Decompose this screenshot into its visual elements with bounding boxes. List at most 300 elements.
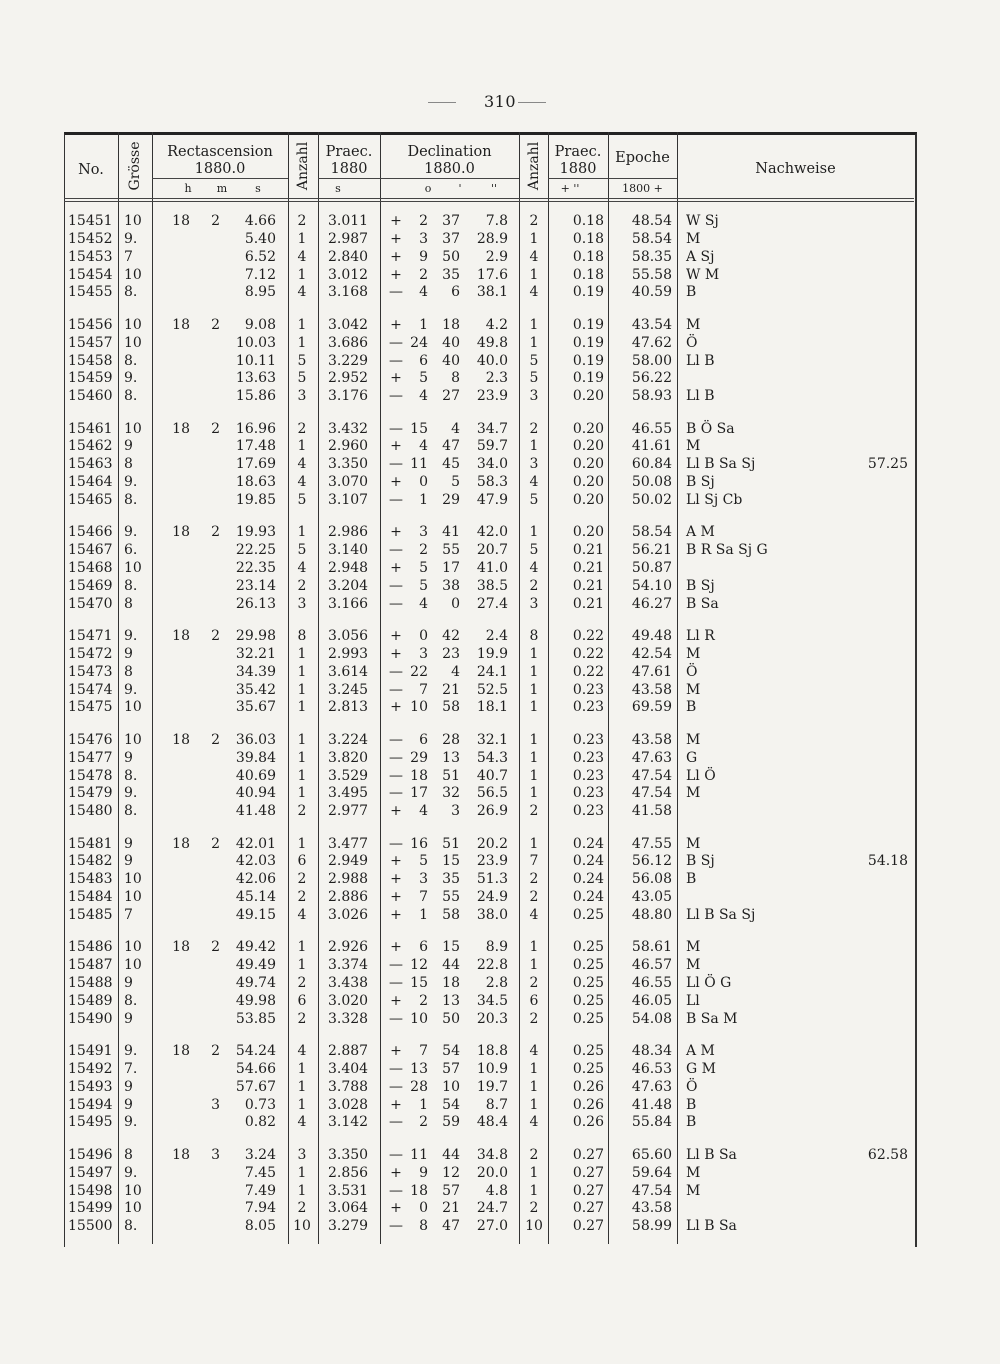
- nachweise-cell: M: [686, 835, 701, 852]
- anzahl-dec-cell: 1: [529, 1182, 539, 1199]
- nachweise-cell: Ll B Sa: [686, 1218, 737, 1235]
- header-dec-unit-sec: '': [490, 182, 498, 195]
- dec-minutes-cell: 50: [442, 1010, 460, 1027]
- no-cell: 15459: [68, 370, 113, 387]
- anzahl-dec-cell: 1: [529, 334, 539, 351]
- praec-unit-rule: [318, 178, 380, 179]
- no-cell: 15475: [68, 699, 113, 716]
- dec-seconds-cell: 41.0: [476, 560, 508, 576]
- table-row: [0, 1042, 1000, 1060]
- dec-minutes-cell: 58: [442, 906, 460, 923]
- anzahl-dec-cell: 1: [529, 1164, 539, 1181]
- anzahl-cell: 2: [297, 213, 307, 229]
- dec-sign-cell: +: [390, 628, 402, 644]
- dec-degrees-cell: 2: [419, 1114, 428, 1131]
- anzahl-dec-cell: 2: [529, 889, 539, 906]
- dec-minutes-cell: 13: [442, 749, 460, 766]
- header-no: No.: [78, 162, 104, 178]
- praec-dec-cell: 0.23: [572, 749, 604, 766]
- nachweise-cell: B Ö Sa: [686, 420, 735, 437]
- dec-degrees-cell: 10: [410, 1010, 428, 1027]
- anzahl-dec-cell: 3: [529, 456, 539, 473]
- table-row: [0, 645, 1000, 663]
- dec-degrees-cell: 2: [419, 542, 428, 559]
- anzahl-dec-cell: 2: [529, 975, 539, 991]
- dec-minutes-cell: 51: [442, 835, 460, 852]
- anzahl-dec-cell: 7: [529, 853, 539, 870]
- no-cell: 15487: [68, 957, 113, 974]
- dec-minutes-cell: 51: [442, 767, 460, 784]
- anzahl-cell: 1: [297, 266, 307, 283]
- epoche-cell: 41.48: [631, 1096, 672, 1113]
- header-praec-ra: Praec.: [325, 144, 373, 160]
- praec-ra-cell: 3.614: [328, 663, 369, 680]
- anzahl-cell: 1: [297, 699, 307, 716]
- ra-seconds-cell: 54.24: [235, 1043, 276, 1059]
- praec-ra-cell: 2.988: [328, 871, 369, 888]
- anzahl-dec-cell: 6: [529, 992, 539, 1009]
- dec-sign-cell: +: [390, 230, 402, 247]
- no-cell: 15483: [68, 871, 113, 888]
- praec-ra-cell: 2.949: [328, 853, 369, 870]
- dec-degrees-cell: 16: [410, 835, 428, 852]
- anzahl-cell: 1: [297, 1060, 307, 1077]
- praec-dec-cell: 0.23: [572, 785, 604, 802]
- anzahl-cell: 4: [297, 1043, 307, 1059]
- praec-dec-cell: 0.24: [572, 853, 604, 870]
- ra-seconds-cell: 40.94: [235, 785, 276, 802]
- ra-hours-cell: 18: [172, 628, 190, 644]
- dec-sign-cell: +: [390, 560, 402, 576]
- table-row: [0, 369, 1000, 387]
- anzahl-dec-cell: 1: [529, 230, 539, 247]
- ra-seconds-cell: 57.67: [235, 1078, 276, 1095]
- epoche-cell: 50.02: [631, 491, 672, 508]
- anzahl-dec-cell: 1: [529, 731, 539, 748]
- ra-seconds-cell: 53.85: [235, 1010, 276, 1027]
- praec-ra-cell: 3.350: [328, 1146, 369, 1163]
- praec-ra-cell: 3.064: [328, 1200, 369, 1217]
- ra-seconds-cell: 54.66: [235, 1060, 276, 1077]
- anzahl-dec-cell: 1: [529, 1060, 539, 1077]
- dec-sign-cell: —: [389, 1218, 403, 1235]
- nachweise-cell: Ll B Sa Sj: [686, 456, 756, 473]
- praec-dec-cell: 0.21: [572, 542, 604, 559]
- praec-dec-cell: 0.20: [572, 420, 604, 437]
- header-bottom-rule: [64, 198, 914, 199]
- praec-ra-cell: 2.948: [328, 560, 369, 576]
- dec-minutes-cell: 58: [442, 699, 460, 716]
- praec-dec-cell: 0.19: [572, 334, 604, 351]
- header-ra-unit-h: h: [184, 182, 192, 195]
- praec-dec-cell: 0.21: [572, 560, 604, 576]
- praec-ra-cell: 3.350: [328, 456, 369, 473]
- dec-sign-cell: +: [390, 1043, 402, 1059]
- nachweise-cell: A M: [686, 1043, 715, 1059]
- nachweise-cell: W Sj: [686, 213, 719, 229]
- nachweise-cell: B Sa: [686, 595, 719, 612]
- epoche-cell: 46.57: [631, 957, 672, 974]
- dec-sign-cell: —: [389, 1146, 403, 1163]
- dec-seconds-cell: 26.9: [476, 803, 508, 820]
- dec-minutes-cell: 45: [442, 456, 460, 473]
- epoche-cell: 58.35: [631, 248, 672, 265]
- dec-sign-cell: +: [390, 699, 402, 716]
- anzahl-dec-cell: 2: [529, 213, 539, 229]
- ra-seconds-cell: 49.15: [235, 906, 276, 923]
- dec-degrees-cell: 9: [419, 248, 428, 265]
- dec-minutes-cell: 5: [451, 474, 460, 491]
- anzahl-dec-cell: 1: [529, 1078, 539, 1095]
- epoche-cell: 69.59: [631, 699, 672, 716]
- groesse-cell: 10: [124, 699, 142, 716]
- nachweise-cell: M: [686, 230, 701, 247]
- nachweise-cell: B: [686, 699, 697, 716]
- table-row: [0, 541, 1000, 559]
- ra-seconds-cell: 7.94: [244, 1200, 276, 1217]
- dec-sign-cell: —: [389, 577, 403, 594]
- dec-seconds-cell: 52.5: [476, 681, 508, 698]
- table-row: [0, 767, 1000, 785]
- dec-seconds-cell: 20.0: [476, 1164, 508, 1181]
- nachweise-cell: M: [686, 316, 701, 333]
- dec-sign-cell: —: [389, 1182, 403, 1199]
- praec-ra-cell: 2.987: [328, 230, 369, 247]
- praec-ra-cell: 3.020: [328, 992, 369, 1009]
- no-cell: 15499: [68, 1200, 113, 1217]
- dec-minutes-cell: 50: [442, 248, 460, 265]
- epoche-cell: 47.55: [631, 835, 672, 852]
- dec-seconds-cell: 48.4: [476, 1114, 508, 1131]
- nachweise-cell: W M: [686, 266, 720, 283]
- table-row: [0, 888, 1000, 906]
- header-praec-ra-year: 1880: [330, 161, 368, 177]
- nachweise-cell: Ll Ö: [686, 767, 716, 784]
- dec-seconds-cell: 4.8: [485, 1182, 508, 1199]
- dec-minutes-cell: 40: [442, 334, 460, 351]
- praec-ra-cell: 3.012: [328, 266, 369, 283]
- no-cell: 15453: [68, 248, 113, 265]
- anzahl-dec-cell: 8: [529, 628, 539, 644]
- dec-sign-cell: —: [389, 595, 403, 612]
- epoche-cell: 49.48: [631, 628, 672, 644]
- dec-seconds-cell: 24.1: [476, 663, 508, 680]
- epoche-cell: 48.80: [631, 906, 672, 923]
- epoche-cell: 58.00: [631, 352, 672, 369]
- dec-minutes-cell: 4: [451, 420, 460, 437]
- no-cell: 15480: [68, 803, 113, 820]
- anzahl-cell: 4: [297, 560, 307, 576]
- ra-seconds-cell: 26.13: [235, 595, 276, 612]
- epoche-cell: 58.93: [631, 388, 672, 405]
- praec-ra-cell: 2.926: [328, 939, 369, 956]
- groesse-cell: 10: [124, 939, 142, 956]
- table-row: [0, 663, 1000, 681]
- groesse-cell: 8.: [124, 992, 138, 1009]
- extra-epoch-cell: 54.18: [867, 853, 908, 870]
- no-cell: 15471: [68, 628, 113, 644]
- anzahl-cell: 5: [297, 491, 307, 508]
- ra-minutes-cell: 2: [211, 213, 220, 229]
- anzahl-cell: 1: [297, 785, 307, 802]
- ra-seconds-cell: 36.03: [235, 731, 276, 748]
- anzahl-dec-cell: 2: [529, 803, 539, 820]
- dec-seconds-cell: 2.4: [485, 628, 508, 644]
- dec-sign-cell: —: [389, 388, 403, 405]
- anzahl-dec-cell: 1: [529, 767, 539, 784]
- dec-degrees-cell: 6: [419, 352, 428, 369]
- dec-seconds-cell: 20.2: [476, 835, 508, 852]
- table-row: [0, 523, 1000, 541]
- header-ra-unit-m: m: [216, 182, 228, 195]
- groesse-cell: 10: [124, 731, 142, 748]
- groesse-cell: 9.: [124, 785, 138, 802]
- praec-ra-cell: 2.813: [328, 699, 369, 716]
- no-cell: 15497: [68, 1164, 113, 1181]
- ra-hours-cell: 18: [172, 835, 190, 852]
- dec-minutes-cell: 35: [442, 266, 460, 283]
- header-epoche-unit: 1800 +: [622, 182, 663, 195]
- ra-seconds-cell: 17.69: [235, 456, 276, 473]
- no-cell: 15454: [68, 266, 113, 283]
- dec-seconds-cell: 32.1: [476, 731, 508, 748]
- groesse-cell: 8.: [124, 284, 138, 301]
- dec-minutes-cell: 29: [442, 491, 460, 508]
- nachweise-cell: A Sj: [686, 248, 715, 265]
- praec-dec-cell: 0.21: [572, 595, 604, 612]
- nachweise-cell: B Sj: [686, 577, 715, 594]
- praec-ra-cell: 2.887: [328, 1043, 369, 1059]
- praec-ra-cell: 2.986: [328, 524, 369, 541]
- praec-ra-cell: 3.070: [328, 474, 369, 491]
- anzahl-cell: 2: [297, 975, 307, 991]
- praec2-unit-rule: [548, 178, 608, 179]
- anzahl-dec-cell: 3: [529, 595, 539, 612]
- dec-sign-cell: +: [390, 906, 402, 923]
- ra-seconds-cell: 32.21: [235, 645, 276, 662]
- epoche-cell: 59.64: [631, 1164, 672, 1181]
- ra-hours-cell: 18: [172, 420, 190, 437]
- ra-minutes-cell: 2: [211, 316, 220, 333]
- dec-sign-cell: —: [389, 767, 403, 784]
- ra-seconds-cell: 40.69: [235, 767, 276, 784]
- no-cell: 15486: [68, 939, 113, 956]
- dec-degrees-cell: 7: [419, 889, 428, 906]
- epoche-cell: 58.99: [631, 1218, 672, 1235]
- header-ra-unit-s: s: [255, 182, 261, 195]
- groesse-cell: 9.: [124, 681, 138, 698]
- dec-seconds-cell: 27.4: [476, 595, 508, 612]
- no-cell: 15451: [68, 213, 113, 229]
- dec-seconds-cell: 19.9: [476, 645, 508, 662]
- table-row: [0, 852, 1000, 870]
- dec-seconds-cell: 8.9: [485, 939, 508, 956]
- dec-minutes-cell: 18: [442, 316, 460, 333]
- ra-hours-cell: 18: [172, 316, 190, 333]
- groesse-cell: 8: [124, 1146, 133, 1163]
- anzahl-cell: 2: [297, 577, 307, 594]
- praec-dec-cell: 0.27: [572, 1200, 604, 1217]
- epoche-cell: 46.27: [631, 595, 672, 612]
- groesse-cell: 8: [124, 663, 133, 680]
- dec-sign-cell: +: [390, 889, 402, 906]
- anzahl-dec-cell: 1: [529, 939, 539, 956]
- dec-degrees-cell: 4: [419, 284, 428, 301]
- no-cell: 15466: [68, 524, 113, 541]
- anzahl-cell: 2: [297, 889, 307, 906]
- dec-degrees-cell: 10: [410, 699, 428, 716]
- dec-sign-cell: +: [390, 474, 402, 491]
- page-number-dash-left: [428, 102, 456, 103]
- nachweise-cell: M: [686, 1164, 701, 1181]
- anzahl-dec-cell: 1: [529, 699, 539, 716]
- nachweise-cell: B: [686, 284, 697, 301]
- nachweise-cell: Ll Sj Cb: [686, 491, 743, 508]
- no-cell: 15456: [68, 316, 113, 333]
- dec-degrees-cell: 4: [419, 388, 428, 405]
- dec-seconds-cell: 38.5: [476, 577, 508, 594]
- dec-minutes-cell: 55: [442, 889, 460, 906]
- praec-dec-cell: 0.26: [572, 1096, 604, 1113]
- no-cell: 15474: [68, 681, 113, 698]
- nachweise-cell: Ö: [686, 663, 698, 680]
- nachweise-cell: M: [686, 1182, 701, 1199]
- nachweise-cell: B: [686, 871, 697, 888]
- dec-degrees-cell: 7: [419, 681, 428, 698]
- no-cell: 15472: [68, 645, 113, 662]
- dec-seconds-cell: 2.8: [485, 975, 508, 991]
- dec-sign-cell: +: [390, 803, 402, 820]
- dec-degrees-cell: 0: [419, 628, 428, 644]
- groesse-cell: 10: [124, 1182, 142, 1199]
- ra-seconds-cell: 3.24: [244, 1146, 276, 1163]
- dec-sign-cell: —: [389, 491, 403, 508]
- no-cell: 15484: [68, 889, 113, 906]
- ra-seconds-cell: 42.06: [235, 871, 276, 888]
- ra-hours-cell: 18: [172, 213, 190, 229]
- dec-minutes-cell: 3: [451, 803, 460, 820]
- dec-degrees-cell: 5: [419, 853, 428, 870]
- no-cell: 15482: [68, 853, 113, 870]
- table-row: [0, 835, 1000, 853]
- header-dec-unit-min: ': [458, 182, 462, 195]
- dec-degrees-cell: 3: [419, 524, 428, 541]
- no-cell: 15469: [68, 577, 113, 594]
- header-praec-dec: Praec.: [554, 144, 602, 160]
- dec-seconds-cell: 7.8: [485, 213, 508, 229]
- dec-seconds-cell: 28.9: [476, 230, 508, 247]
- epoche-unit-rule: [608, 178, 677, 179]
- praec-dec-cell: 0.25: [572, 906, 604, 923]
- dec-minutes-cell: 40: [442, 352, 460, 369]
- dec-degrees-cell: 11: [410, 456, 428, 473]
- table-row: [0, 1182, 1000, 1200]
- anzahl-cell: 1: [297, 645, 307, 662]
- ra-seconds-cell: 34.39: [235, 663, 276, 680]
- groesse-cell: 10: [124, 1200, 142, 1217]
- dec-degrees-cell: 22: [410, 663, 428, 680]
- groesse-cell: 9: [124, 835, 133, 852]
- groesse-cell: 7: [124, 248, 133, 265]
- praec-ra-cell: 2.960: [328, 438, 369, 455]
- groesse-cell: 9: [124, 438, 133, 455]
- table-row: [0, 992, 1000, 1010]
- groesse-cell: 7: [124, 906, 133, 923]
- praec-dec-cell: 0.18: [572, 230, 604, 247]
- page-number-dash-right: [518, 102, 546, 103]
- no-cell: 15490: [68, 1010, 113, 1027]
- header-praec-dec-year: 1880: [559, 161, 597, 177]
- no-cell: 15458: [68, 352, 113, 369]
- epoche-cell: 42.54: [631, 645, 672, 662]
- praec-dec-cell: 0.19: [572, 316, 604, 333]
- epoche-cell: 50.08: [631, 474, 672, 491]
- dec-minutes-cell: 54: [442, 1043, 460, 1059]
- nachweise-cell: M: [686, 957, 701, 974]
- anzahl-dec-cell: 1: [529, 524, 539, 541]
- dec-degrees-cell: 1: [419, 906, 428, 923]
- ra-seconds-cell: 35.67: [235, 699, 276, 716]
- anzahl-dec-cell: 2: [529, 1010, 539, 1027]
- anzahl-cell: 2: [297, 1200, 307, 1217]
- no-cell: 15496: [68, 1146, 113, 1163]
- epoche-cell: 56.08: [631, 871, 672, 888]
- table-row: [0, 352, 1000, 370]
- anzahl-dec-cell: 5: [529, 370, 539, 387]
- epoche-cell: 50.87: [631, 560, 672, 576]
- dec-seconds-cell: 54.3: [476, 749, 508, 766]
- table-row: [0, 1010, 1000, 1028]
- epoche-cell: 54.10: [631, 577, 672, 594]
- header-ra-title: Rectascension: [167, 144, 273, 160]
- dec-seconds-cell: 38.1: [476, 284, 508, 301]
- table-row: [0, 974, 1000, 992]
- no-cell: 15495: [68, 1114, 113, 1131]
- table-row: [0, 473, 1000, 491]
- dec-seconds-cell: 10.9: [476, 1060, 508, 1077]
- anzahl-cell: 4: [297, 284, 307, 301]
- nachweise-cell: G M: [686, 1060, 716, 1077]
- table-row: [0, 802, 1000, 820]
- ra-seconds-cell: 0.73: [244, 1096, 276, 1113]
- dec-minutes-cell: 27: [442, 388, 460, 405]
- dec-unit-rule: [380, 178, 519, 179]
- ra-seconds-cell: 10.03: [235, 334, 276, 351]
- anzahl-dec-cell: 2: [529, 1200, 539, 1217]
- dec-minutes-cell: 37: [442, 213, 460, 229]
- dec-sign-cell: +: [390, 853, 402, 870]
- nachweise-cell: Ö: [686, 1078, 698, 1095]
- ra-seconds-cell: 7.49: [244, 1182, 276, 1199]
- anzahl-dec-cell: 1: [529, 663, 539, 680]
- dec-sign-cell: +: [390, 248, 402, 265]
- praec-ra-cell: 3.374: [328, 957, 369, 974]
- praec-ra-cell: 3.686: [328, 334, 369, 351]
- anzahl-dec-cell: 5: [529, 352, 539, 369]
- dec-degrees-cell: 17: [410, 785, 428, 802]
- anzahl-dec-cell: 1: [529, 316, 539, 333]
- dec-minutes-cell: 18: [442, 975, 460, 991]
- anzahl-cell: 3: [297, 595, 307, 612]
- table-row: [0, 1078, 1000, 1096]
- dec-sign-cell: +: [390, 871, 402, 888]
- dec-seconds-cell: 2.9: [485, 248, 508, 265]
- dec-degrees-cell: 2: [419, 266, 428, 283]
- dec-sign-cell: +: [390, 213, 402, 229]
- anzahl-cell: 3: [297, 388, 307, 405]
- nachweise-cell: B: [686, 1114, 697, 1131]
- praec-dec-cell: 0.27: [572, 1218, 604, 1235]
